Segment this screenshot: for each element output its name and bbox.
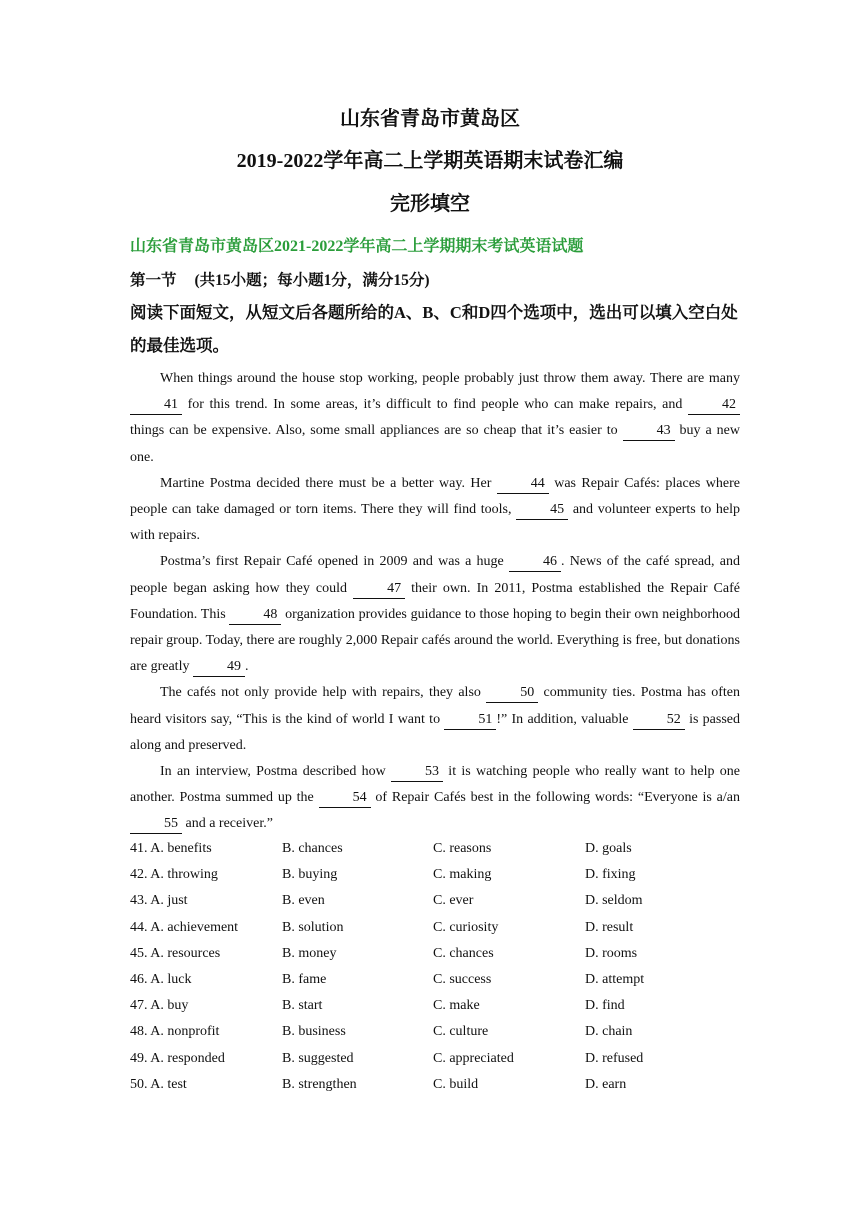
option-row-45: [130, 941, 740, 967]
option-a: 44. A. achievement: [130, 919, 239, 935]
passage-text: of Repair Cafés best in the following words: “Everyone is a/an: [370, 790, 740, 806]
passage-text: In an interview, Postma described how: [160, 764, 392, 780]
passage-text: is passed along and preserved.: [130, 711, 741, 753]
option-a: 45. A. resources: [130, 945, 221, 961]
option-row-49: [130, 1046, 740, 1072]
option-a: 50. A. test: [130, 1076, 187, 1092]
blank-51: 51: [444, 711, 496, 730]
title-topic: 完形填空: [390, 193, 470, 215]
option-c: C. culture: [433, 1024, 489, 1040]
option-d: D. attempt: [585, 971, 645, 987]
passage-text: their own. In 2011, Postma established the Repair Café Foundation. This: [130, 580, 740, 622]
instructions: 阅读下面短文，从短文后各题所给的A、B、C和D四个选项中，选出可以填入空白处的最佳选项。: [130, 303, 738, 355]
cloze-passage: [130, 366, 740, 838]
option-c: C. make: [433, 998, 480, 1014]
blank-45: 45: [516, 501, 568, 520]
paragraph-5: [130, 759, 740, 838]
blank-46: 46: [509, 553, 561, 572]
passage-text: and volunteer experts to help with repairs.: [130, 502, 740, 544]
option-b: B. even: [282, 893, 325, 909]
option-row-41: [130, 836, 740, 862]
option-a: 46. A. luck: [130, 971, 192, 987]
exam-subheading: 山东省青岛市黄岛区2021-2022学年高二上学期期末考试英语试题: [130, 238, 584, 255]
option-b: B. start: [282, 998, 323, 1014]
title-region: 山东省青岛市黄岛区: [340, 108, 520, 130]
option-row-50: [130, 1072, 740, 1098]
blank-48: 48: [229, 606, 281, 625]
option-b: B. suggested: [282, 1050, 354, 1066]
option-b: B. money: [282, 945, 337, 961]
paragraph-4: [130, 680, 740, 759]
option-d: D. goals: [585, 841, 632, 856]
option-c: C. ever: [433, 893, 474, 909]
option-d: D. find: [585, 998, 625, 1014]
option-c: C. reasons: [433, 841, 492, 856]
option-b: B. solution: [282, 919, 344, 935]
option-row-48: [130, 1019, 740, 1045]
blank-55: 55: [130, 815, 182, 834]
option-b: B. strengthen: [282, 1076, 357, 1092]
option-row-43: [130, 888, 740, 914]
blank-42: 42: [688, 396, 740, 415]
option-a: 42. A. throwing: [130, 867, 218, 883]
section-heading: [130, 268, 430, 290]
option-d: D. earn: [585, 1076, 627, 1092]
option-d: D. refused: [585, 1050, 644, 1066]
option-d: D. fixing: [585, 867, 636, 883]
option-a: 47. A. buy: [130, 998, 189, 1014]
passage-text: was Repair Cafés: places where people can take damaged or torn items. There they will find tools,: [130, 475, 740, 518]
blank-50: 50: [486, 684, 538, 703]
passage-text: and a receiver.”: [182, 816, 273, 832]
option-a: 49. A. responded: [130, 1050, 225, 1066]
blank-43: 43: [623, 422, 675, 441]
blank-54: 54: [319, 789, 371, 808]
passage-text: Martine Postma decided there must be a better way. Her: [160, 475, 497, 491]
option-c: C. appreciated: [433, 1050, 514, 1066]
option-d: D. result: [585, 919, 634, 935]
passage-text: When things around the house stop working, people probably just throw them away. There are many: [160, 371, 740, 386]
passage-text: . News of the café spread, and people began asking how they could: [130, 554, 740, 596]
option-d: D. rooms: [585, 945, 638, 961]
blank-44: 44: [497, 475, 549, 494]
passage-text: things can be expensive. Also, some small appliances are so cheap that it’s easier to: [130, 423, 623, 439]
title-exam: 2019-2022学年高二上学期英语期末试卷汇编: [236, 150, 624, 172]
passage-text: it is watching people who really want to help one another. Postma summed up the: [130, 764, 740, 806]
option-d: D. seldom: [585, 893, 643, 909]
blank-53: 53: [391, 763, 443, 782]
passage-text: !” In addition, valuable: [496, 711, 633, 727]
answer-options: [130, 836, 740, 1098]
passage-text: organization provides guidance to those hoping to begin their own neighborhood repair group. Today, there are roughly 2,000 Repair cafés around the world. Everything is free, but donations are greatly: [130, 606, 740, 675]
section-info: (共15小题；每小题1分，满分15分): [194, 272, 430, 289]
blank-41: 41: [130, 396, 182, 415]
blank-52: 52: [633, 711, 685, 730]
option-c: C. curiosity: [433, 919, 499, 935]
option-b: B. business: [282, 1024, 346, 1040]
option-a: 48. A. nonprofit: [130, 1024, 220, 1040]
option-a: 41. A. benefits: [130, 841, 212, 856]
option-b: B. fame: [282, 971, 327, 987]
option-c: C. making: [433, 867, 492, 883]
passage-text: for this trend. In some areas, it’s difficult to find people who can make repairs, and: [182, 397, 688, 413]
option-c: C. success: [433, 971, 492, 987]
option-row-47: [130, 993, 740, 1019]
section-name: 第一节: [130, 272, 177, 289]
passage-text: The cafés not only provide help with repairs, they also: [160, 685, 487, 701]
blank-49: 49: [193, 658, 245, 677]
option-d: D. chain: [585, 1024, 633, 1040]
option-row-44: [130, 915, 740, 941]
option-c: C. build: [433, 1076, 479, 1092]
option-row-46: [130, 967, 740, 993]
passage-text: buy a new one.: [130, 423, 741, 465]
passage-text: community ties. Postma has often heard visitors say, “This is the kind of world I want to: [130, 685, 740, 727]
option-b: B. buying: [282, 867, 338, 883]
blank-47: 47: [353, 580, 405, 599]
passage-text: Postma’s first Repair Café opened in 2009 and was a huge: [160, 554, 509, 570]
option-c: C. chances: [433, 945, 494, 961]
paragraph-2: [130, 471, 740, 550]
passage-text: .: [244, 659, 249, 675]
paragraph-3: [130, 549, 740, 680]
option-row-42: [130, 862, 740, 888]
option-b: B. chances: [282, 841, 343, 856]
paragraph-1: [130, 366, 740, 471]
option-a: 43. A. just: [130, 893, 188, 909]
